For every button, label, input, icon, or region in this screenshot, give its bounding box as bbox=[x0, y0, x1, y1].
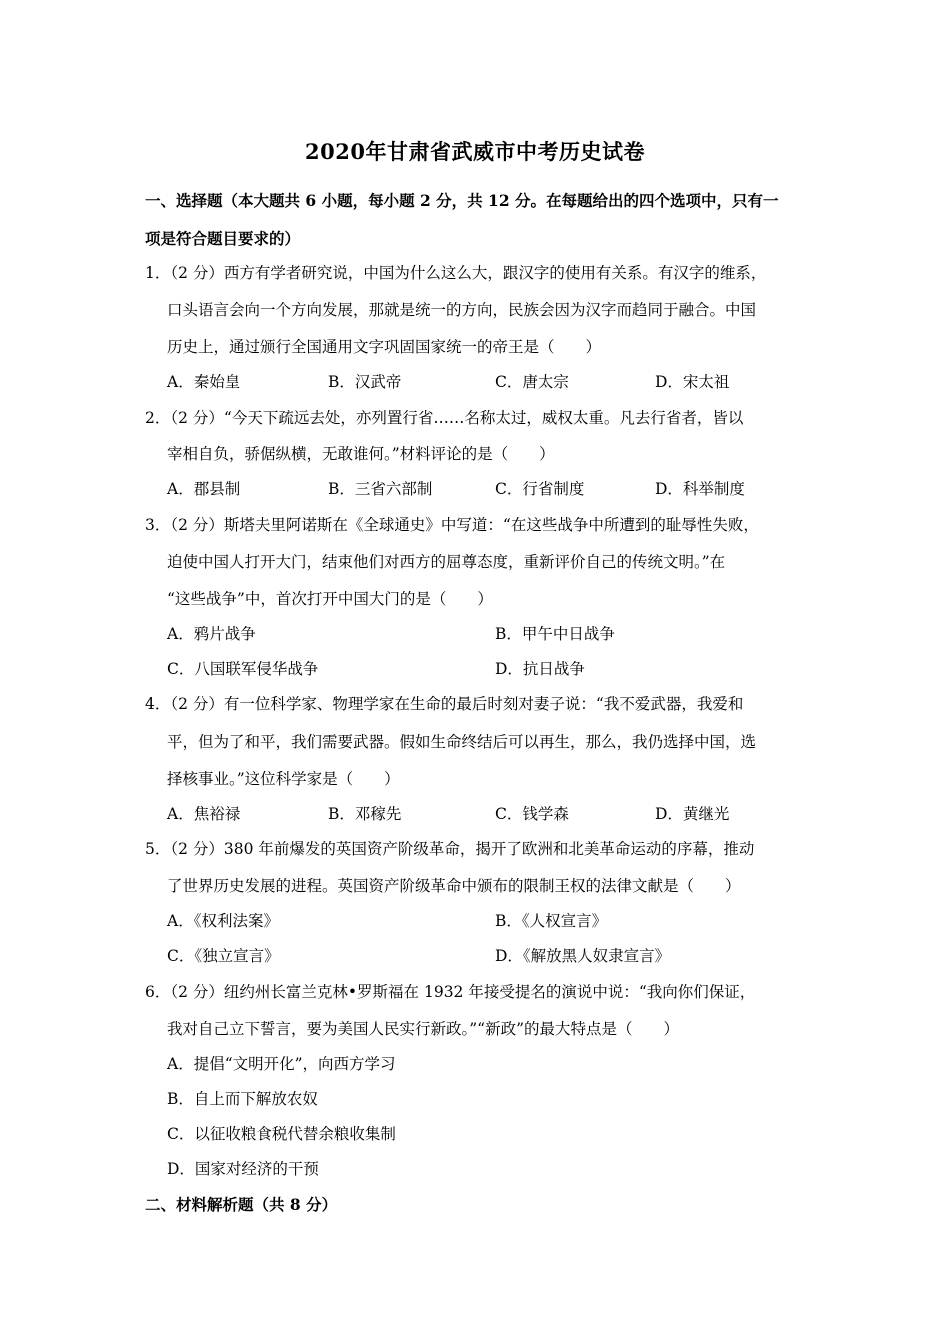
option-b: B．邓稼先 bbox=[328, 805, 402, 823]
option-a: A．《权利法案》 bbox=[167, 912, 279, 930]
page-title: 2020年甘肃省武威市中考历史试卷 bbox=[305, 139, 645, 164]
option-a: A．郡县制 bbox=[167, 480, 241, 498]
option-c: C．行省制度 bbox=[495, 480, 585, 498]
option-d: D．科举制度 bbox=[655, 480, 745, 498]
option-c: C．唐太宗 bbox=[495, 373, 569, 391]
question-text-line: 择核事业。”这位科学家是（ ） bbox=[167, 770, 400, 788]
question-text-line: 6．（2 分）纽约州长富兰克林•罗斯福在 1932 年接受提名的演说中说：“我向你们保证， bbox=[145, 983, 756, 1001]
section1-heading-line1: 一、选择题（本大题共 6 小题，每小题 2 分，共 12 分。在每题给出的四个选项中，只有一 bbox=[145, 191, 779, 210]
option-d: D．《解放黑人奴隶宣言》 bbox=[495, 947, 671, 965]
option-c: C．《独立宣言》 bbox=[167, 947, 280, 965]
option-c: C．八国联军侵华战争 bbox=[167, 660, 319, 678]
option-a: A．鸦片战争 bbox=[167, 625, 256, 643]
option-d: D．国家对经济的干预 bbox=[167, 1160, 319, 1178]
option-d: D．黄继光 bbox=[655, 805, 730, 823]
question-text-line: 1．（2 分）西方有学者研究说，中国为什么这么大，跟汉字的使用有关系。有汉字的维系， bbox=[145, 264, 767, 282]
question-text-line: 宰相自负，骄倨纵横，无敢谁何。”材料评论的是（ ） bbox=[167, 445, 555, 463]
question-text-line: 口头语言会向一个方向发展，那就是统一的方向，民族会因为汉字而趋同于融合。中国 bbox=[167, 301, 757, 319]
option-c: C．钱学森 bbox=[495, 805, 569, 823]
question-text-line: 我对自己立下誓言，要为美国人民实行新政。”“新政”的最大特点是（ ） bbox=[167, 1020, 680, 1038]
option-b: B．自上而下解放农奴 bbox=[167, 1090, 318, 1108]
option-a: A．秦始皇 bbox=[167, 373, 241, 391]
question-text-line: 2．（2 分）“今天下疏远去处，亦列置行省……名称太过，威权太重。凡去行省者，皆以 bbox=[145, 409, 744, 427]
option-c: C．以征收粮食税代替余粮收集制 bbox=[167, 1125, 396, 1143]
question-text-line: 了世界历史发展的进程。英国资产阶级革命中颁布的限制王权的法律文献是（ ） bbox=[167, 877, 741, 895]
option-d: D．抗日战争 bbox=[495, 660, 585, 678]
question-text-line: 迫使中国人打开大门，结束他们对西方的屈尊态度，重新评价自己的传统文明。”在 bbox=[167, 553, 726, 571]
section1-heading-line2: 项是符合题目要求的） bbox=[145, 229, 301, 248]
option-b: B．《人权宣言》 bbox=[495, 912, 608, 930]
option-b: B．甲午中日战争 bbox=[495, 625, 615, 643]
section2-heading: 二、材料解析题（共 8 分） bbox=[145, 1195, 338, 1214]
option-a: A．提倡“文明开化”，向西方学习 bbox=[167, 1055, 396, 1073]
option-b: B．汉武帝 bbox=[328, 373, 402, 391]
option-b: B．三省六部制 bbox=[328, 480, 433, 498]
question-text-line: 4．（2 分）有一位科学家、物理学家在生命的最后时刻对妻子说：“我不爱武器，我爱和 bbox=[145, 695, 744, 713]
question-text-line: 3．（2 分）斯塔夫里阿诺斯在《全球通史》中写道：“在这些战争中所遭到的耻辱性失败， bbox=[145, 516, 759, 534]
question-text-line: 历史上，通过颁行全国通用文字巩固国家统一的帝王是（ ） bbox=[167, 338, 602, 356]
option-d: D．宋太祖 bbox=[655, 373, 730, 391]
question-text-line: 5．（2 分）380 年前爆发的英国资产阶级革命，揭开了欧洲和北美革命运动的序幕，推动 bbox=[145, 840, 755, 858]
question-text-line: 平，但为了和平，我们需要武器。假如生命终结后可以再生，那么，我仍选择中国，选 bbox=[167, 733, 757, 751]
option-a: A．焦裕禄 bbox=[167, 805, 241, 823]
question-text-line: “这些战争”中，首次打开中国大门的是（ ） bbox=[167, 590, 493, 608]
